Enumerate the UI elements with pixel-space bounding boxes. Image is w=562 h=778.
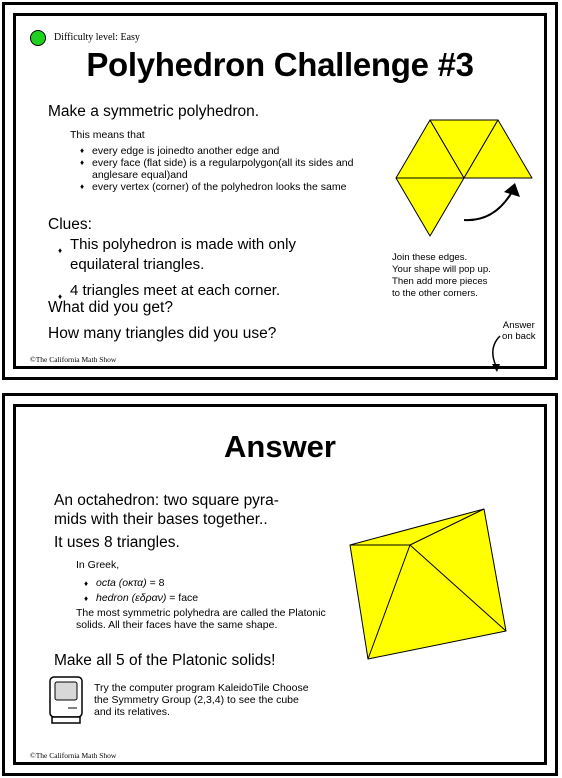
computer-icon	[48, 675, 86, 727]
net-caption: Join these edges. Your shape will pop up. Then add more pieces to the other corners.	[392, 252, 491, 299]
instruction: Make a symmetric polyhedron.	[48, 103, 260, 120]
net-triangle	[396, 178, 464, 236]
question-what: What did you get?	[48, 299, 173, 316]
greek-list	[84, 576, 198, 606]
clues-heading: Clues:	[48, 216, 92, 233]
greek-item: ♦ hedron (εδραν) = face	[84, 592, 199, 604]
difficulty-dot-icon	[30, 30, 46, 46]
means-item: ♦ every vertex (corner) of the polyhedron looks the same	[80, 181, 347, 193]
answer-card-frame	[13, 404, 547, 765]
triangle-count: It uses 8 triangles.	[54, 534, 180, 551]
copyright: ©The California Math Show	[30, 355, 117, 364]
make-all-platonic: Make all 5 of the Platonic solids!	[54, 652, 276, 669]
kaleidotile-text: Try the computer program KaleidoTile Choose the Symmetry Group (2,3,4) to see the cube and its relatives.	[94, 682, 309, 718]
greek-item: ♦ octa (οκτα) = 8	[84, 577, 165, 589]
platonic-text: The most symmetric polyhedra are called the Platonic solids. All their faces have the same shape.	[76, 607, 326, 631]
challenge-card	[2, 2, 558, 380]
means-list	[80, 145, 370, 193]
copyright: ©The California Math Show	[30, 751, 117, 760]
clues-list	[58, 235, 368, 301]
curved-arrow-icon	[464, 192, 512, 220]
clue-item: ♦ This polyhedron is made with only equilateral triangles.	[58, 236, 296, 273]
answer-on-back-note: Answer on back	[502, 320, 536, 342]
octahedron-figure	[334, 507, 524, 667]
challenge-card-frame	[13, 13, 547, 369]
means-item: ♦ every edge is joinedto another edge and	[80, 145, 280, 157]
answer-card	[2, 393, 558, 776]
greek-intro: In Greek,	[76, 559, 120, 571]
answer-text: An octahedron: two square pyra- mids with their bases together..	[54, 492, 279, 528]
triangle-net-figure	[394, 112, 539, 247]
means-item: ♦ every face (flat side) is a regularpolygon(all its sides and anglesare equal)and	[80, 157, 354, 181]
challenge-title: Polyhedron Challenge #3	[86, 46, 474, 83]
difficulty-label: Difficulty level: Easy	[54, 32, 140, 43]
arrow-head	[504, 183, 520, 197]
clue-item: ♦ 4 triangles meet at each corner.	[58, 282, 281, 301]
octahedron-face	[350, 509, 506, 659]
question-how-many: How many triangles did you use?	[48, 325, 277, 342]
means-intro: This means that	[70, 129, 145, 141]
answer-title: Answer	[224, 429, 336, 464]
